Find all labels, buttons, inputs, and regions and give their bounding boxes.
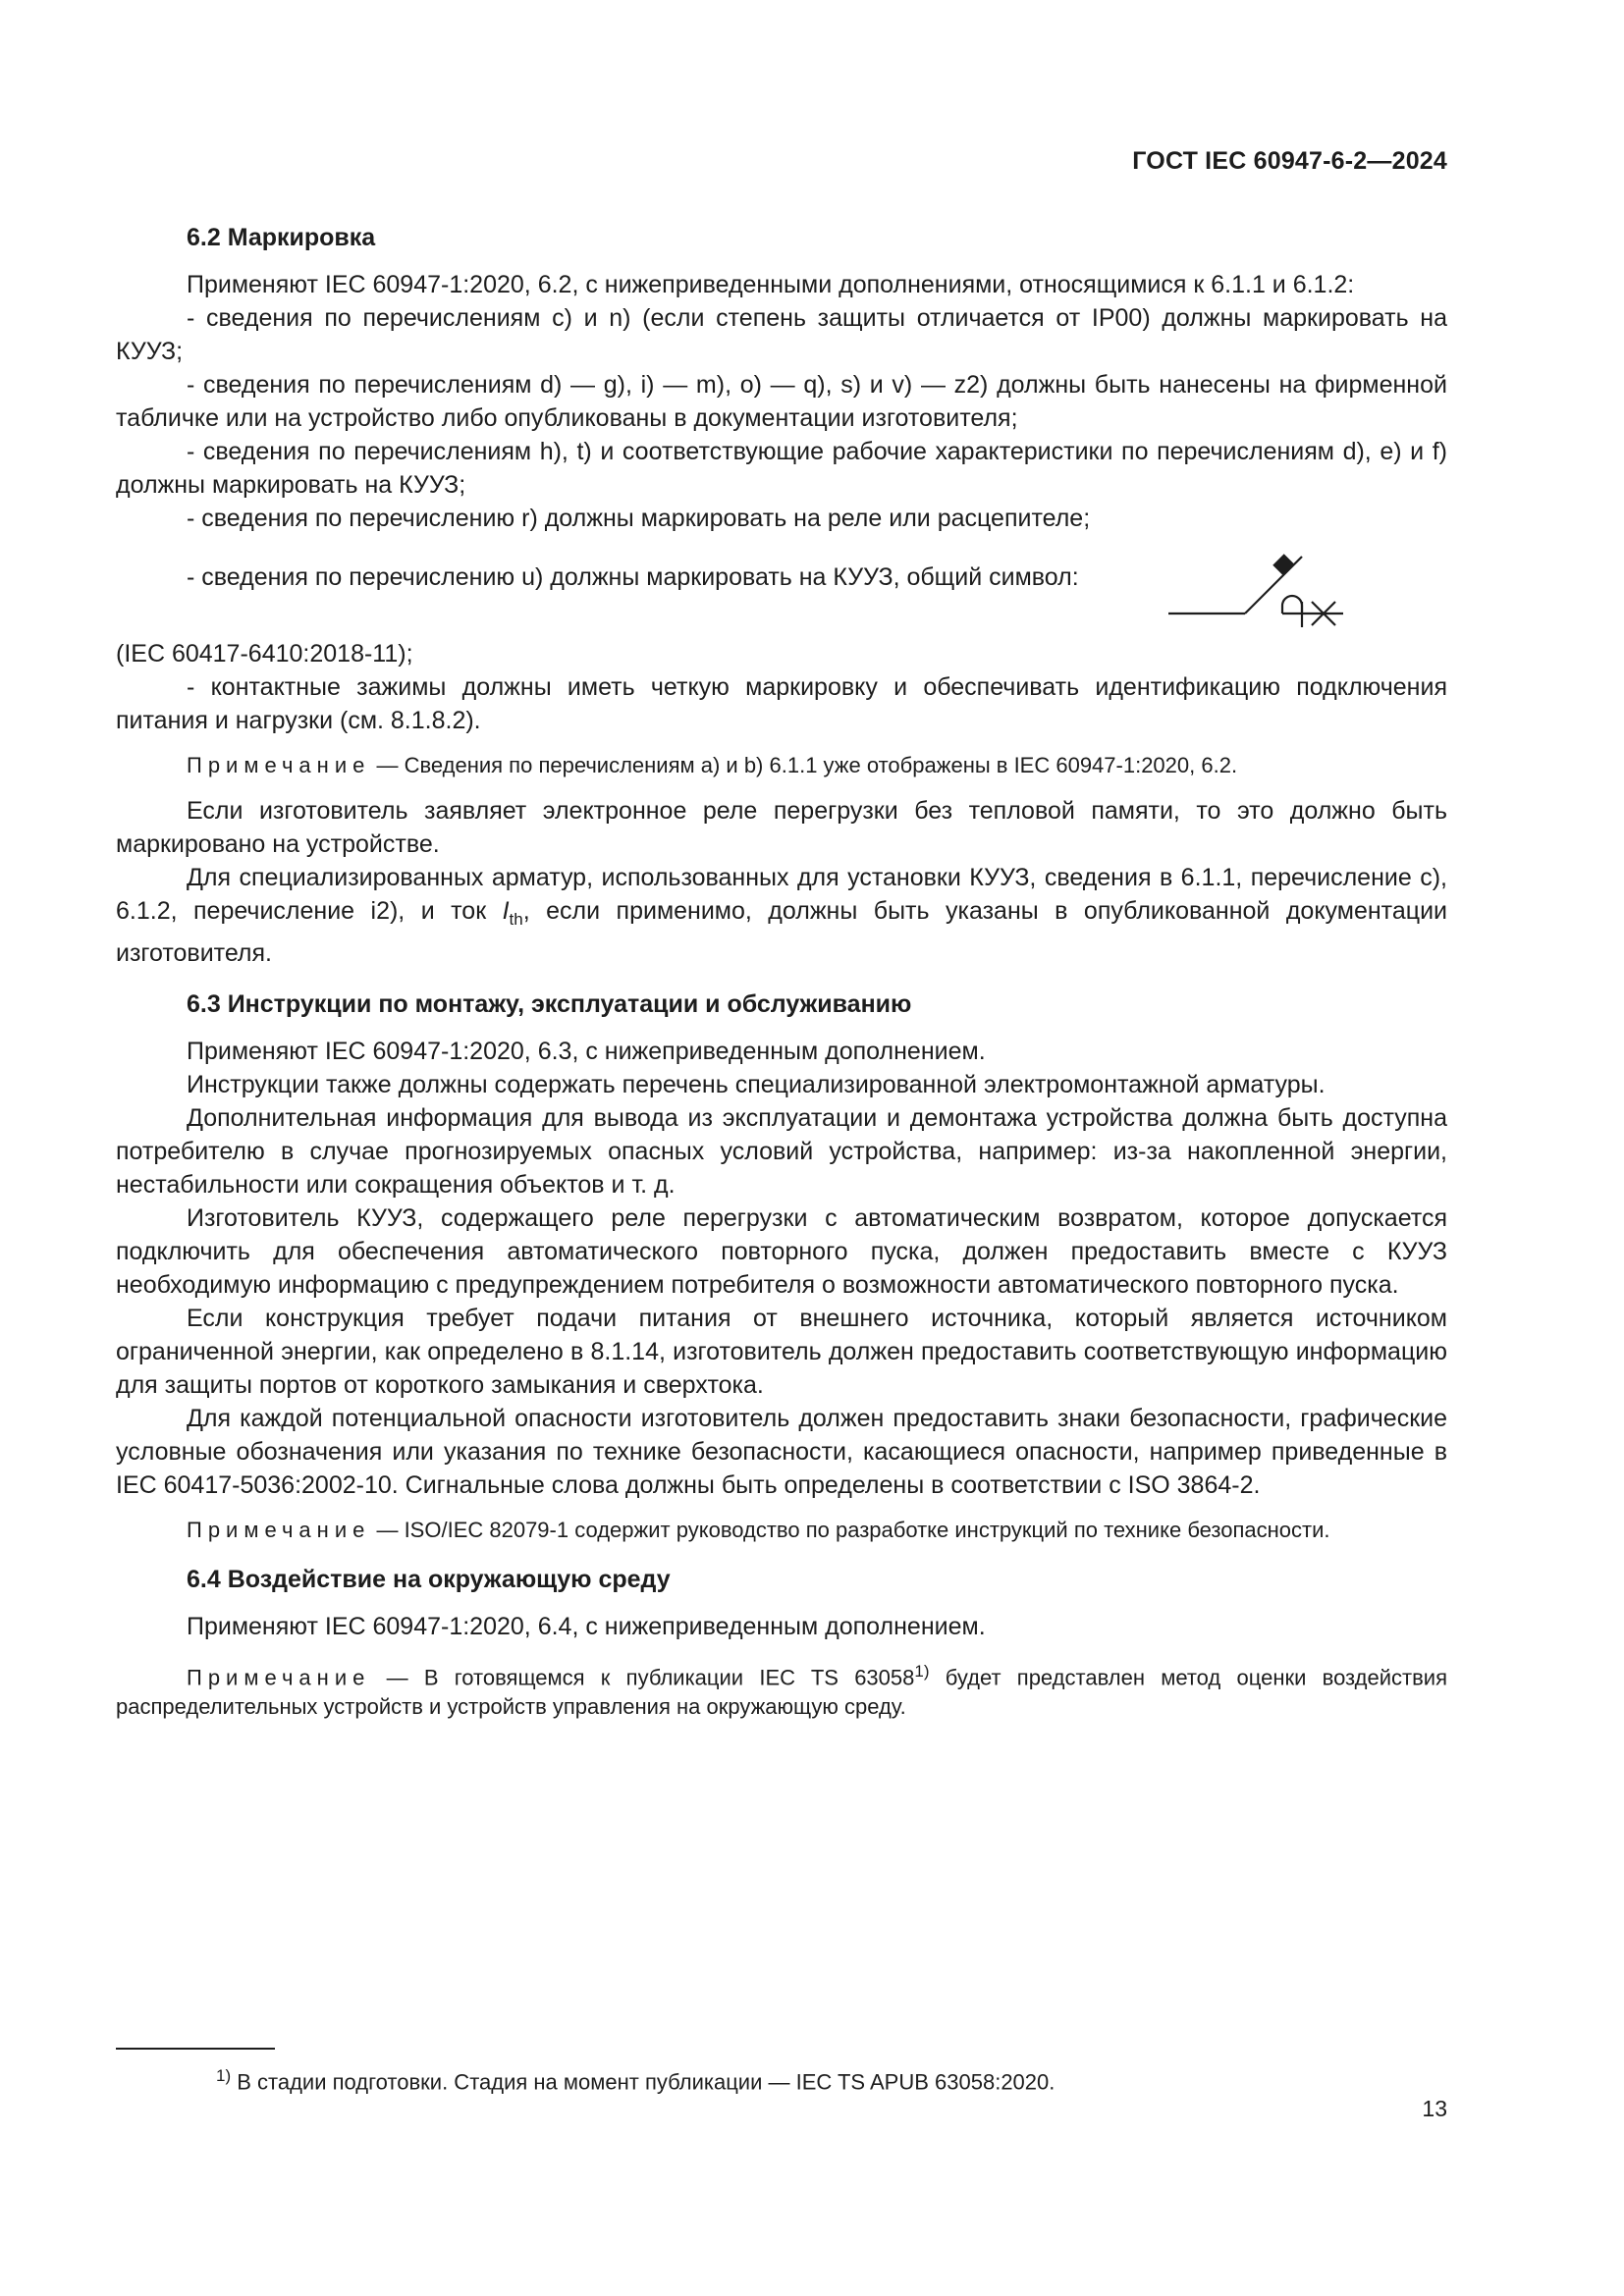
- note: [116, 1516, 1447, 1545]
- paragraph: Изготовитель КУУЗ, содержащего реле перегрузки с автоматическим возвратом, которое допускается подключить для обеспечения автоматического повторного пуска, должен предоставить вместе с КУУЗ необходимую информацию с предупреждением потребителя о возможности автоматического повторного пуска.: [116, 1204, 1447, 1299]
- note: [116, 1657, 1447, 1722]
- paragraph: Инструкции также должны содержать перечень специализированной электромонтажной арматуры.: [187, 1071, 1326, 1098]
- section-6-3-title: 6.3 Инструкции по монтажу, эксплуатации и обслуживанию: [187, 990, 912, 1018]
- symbol-current: I: [502, 897, 510, 925]
- list-item: - сведения по перечислению r) должны маркировать на реле или расцепителе;: [187, 505, 1091, 532]
- paragraph: Если конструкция требует подачи питания от внешнего источника, который является источником ограниченной энергии, как определено в 8.1.14, изготовитель должен предоставить соответствующую информацию для защиты портов от короткого замыкания и сверхтока.: [116, 1305, 1447, 1399]
- section-6-4-title: 6.4 Воздействие на окружающую среду: [187, 1566, 671, 1593]
- list-item: - сведения по перечислению u) должны маркировать на КУУЗ, общий символ:: [187, 563, 1079, 591]
- paragraph: Если изготовитель заявляет электронное реле перегрузки без тепловой памяти, то это должно быть маркировано на устройстве.: [116, 797, 1447, 858]
- text-run: Для специализированных арматур, использованных для установки КУУЗ, сведения в 6.1.1, перечисление c), 6.1.2, перечисление i2), и ток: [116, 864, 1447, 925]
- note-text: будет представлен метод оценки воздействия распределительных устройств и устройств управления на окружающую среду.: [116, 1665, 1447, 1720]
- page-content: [116, 221, 1447, 1735]
- section-6-2-title: 6.2 Маркировка: [187, 224, 376, 251]
- paragraph: Применяют IEC 60947-1:2020, 6.2, с нижеприведенными дополнениями, относящимися к 6.1.1 и 6.1.2:: [187, 271, 1355, 298]
- note-text: — В готовящемся к публикации IEC TS 63058: [370, 1665, 915, 1690]
- contactor-thermal-overload-icon: [1166, 545, 1343, 633]
- note-label: Примечание: [187, 1665, 371, 1690]
- note: [116, 751, 1447, 780]
- footnote-divider: [116, 2048, 275, 2050]
- text-run: , если применимо, должны быть указаны в опубликованной документации изготовителя.: [116, 897, 1447, 967]
- paragraph: Применяют IEC 60947-1:2020, 6.3, с нижеприведенным дополнением.: [187, 1038, 986, 1065]
- page-number: 13: [1422, 2096, 1447, 2121]
- footnote-ref: 1): [914, 1662, 930, 1681]
- symbol-reference: (IEC 60417-6410:2018-11);: [116, 640, 413, 667]
- list-item: - сведения по перечислениям h), t) и соответствующие рабочие характеристики по перечислениям d), e) и f) должны маркировать на КУУЗ;: [116, 438, 1447, 499]
- footnote-text: В стадии подготовки. Стадия на момент публикации — IEC TS APUB 63058:2020.: [231, 2069, 1056, 2095]
- paragraph: Для каждой потенциальной опасности изготовитель должен предоставить знаки безопасности, графические условные обозначения или указания по технике безопасности, касающиеся опасности, например приведенные в IEC 60417-5036:2002-10. Сигнальные слова должны быть определены в соответствии с ISO 3864-2.: [116, 1405, 1447, 1499]
- note-label: Примечание: [187, 753, 371, 777]
- paragraph: [116, 861, 1447, 970]
- list-item: - сведения по перечислениям c) и n) (если степень защиты отличается от IP00) должны маркировать на КУУЗ;: [116, 304, 1447, 365]
- footnote: [216, 2061, 1055, 2097]
- symbol-row: [116, 539, 1447, 637]
- symbol-subscript: th: [509, 910, 523, 929]
- note-label: Примечание: [187, 1518, 371, 1542]
- note-text: — ISO/IEC 82079-1 содержит руководство по разработке инструкций по технике безопасности.: [370, 1518, 1330, 1542]
- list-item: - сведения по перечислениям d) — g), i) — m), o) — q), s) и v) — z2) должны быть нанесены на фирменной табличке или на устройство либо опубликованы в документации изготовителя;: [116, 371, 1447, 432]
- paragraph: Дополнительная информация для вывода из эксплуатации и демонтажа устройства должна быть доступна потребителю в случае прогнозируемых опасных условий устройства, например: из-за накопленной энергии, нестабильности или сокращения объектов и т. д.: [116, 1104, 1447, 1199]
- footnote-mark: 1): [216, 2066, 232, 2085]
- document-code: ГОСТ IEC 60947-6-2—2024: [1132, 147, 1447, 175]
- paragraph: Применяют IEC 60947-1:2020, 6.4, с нижеприведенным дополнением.: [187, 1613, 986, 1640]
- list-item: - контактные зажимы должны иметь четкую маркировку и обеспечивать идентификацию подключения питания и нагрузки (см. 8.1.8.2).: [116, 673, 1447, 734]
- note-text: — Сведения по перечислениям a) и b) 6.1.1 уже отображены в IEC 60947-1:2020, 6.2.: [370, 753, 1238, 777]
